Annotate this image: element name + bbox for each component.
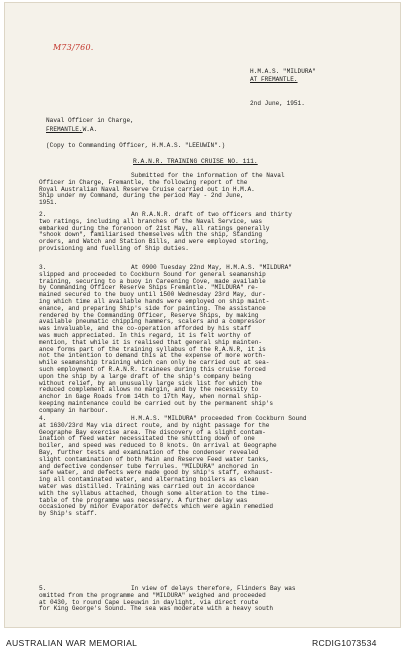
archive-reference-note: M73/760. [53,43,94,52]
paragraph-line: company in harbour. [39,406,109,414]
paragraph-line: slight contamination of both Main and Reserve Feed water tanks, [39,455,270,463]
paragraph-line: provisioning and fuelling of Ship duties. [39,245,189,252]
paragraph-line: rendered by the Commanding Officer, Reserve Ships, by making [39,311,259,319]
paragraph-line: table of the programme was necessary. A further delay was [39,496,248,504]
paragraph-line: water was distilled. Training was carried out in accordance [39,483,255,490]
addressee-state: W.A. [82,126,98,133]
paragraph-line: and defective condenser tube ferrules. "MILDURA" anchored in [39,462,259,470]
paragraph-line: ination of feed water necessitated the shutting down of one [39,435,255,443]
paragraph-line: by Commanding Officer Reserve Ships Fremantle. "MILDURA" re- [39,284,259,292]
document-page [4,2,401,628]
paragraph-line: occasioned by minor Evaporator defects which were again remedied [39,503,274,511]
paragraph-line: reduced complement allows no margin, and by the necessity to [39,386,259,394]
paragraph-line: slipped and proceeded to Cockburn Sound for general seamanship [39,270,266,278]
paragraph-line: ance forms part of the training syllabus of the R.A.N.R, it is [39,345,266,353]
paragraph-number: 3. [39,264,47,271]
intro-line: Officer in Charge, Fremantle, the following report of the [39,178,248,186]
paragraph-line: available pneumatic chipping hammers, scalers and a compressor [39,318,266,326]
document-heading: R.A.N.R. TRAINING CRUISE NO. 111. [133,158,258,165]
paragraph-line: mention, that while it is realised that general ship mainten- [39,338,263,346]
paragraph-line: Bay, further tests and examination of the condenser revealed [39,449,259,456]
paragraph-number: 2. [39,211,47,218]
paragraph-line: for King George's Sound. The sea was moderate with a heavy south [39,605,274,613]
paragraph-line: not the intention to demand this at the expense of more worth- [39,352,266,360]
paragraph-line: embarked during the forenoon of 21st May, all ratings generally [39,224,270,232]
footer-source: AUSTRALIAN WAR MEMORIAL [6,638,138,648]
paragraph-line: at 0430, to round Cape Leeuwin in daylight, via direct route [39,598,259,606]
intro-line: 1951. [39,199,58,207]
paragraph-line: upon the ship by a large draft of the ship's company being [39,372,252,380]
intro-line: Submitted for the information of the Naval [131,172,285,179]
paragraph-line: ing which time all available hands were employed on ship maint- [39,298,270,305]
paragraph-line: such employment of R.A.N.R. trainees during this cruise forced [39,366,266,373]
addressee-line-2 [46,127,97,133]
header-location: AT FREMANTLE. [250,76,298,83]
intro-line: Royal Australian Naval Reserve Cruise carried out in H.M.A. [39,185,255,193]
paragraph-line: orders, and Watch and Station Bills, and were employed storing, [39,238,270,246]
paragraph-line: omitted from the programme and "MILDURA" weighed and proceeded [39,591,266,599]
paragraph-line: "shook down", familiarised themselves with the ship, Standing [39,231,263,239]
paragraph-line: ing all contaminated water, and alternating boilers as clean [39,476,259,484]
header-date: 2nd June, 1951. [250,100,305,107]
paragraph-line: keeping maintenance could be carried out by the permanent ship's [39,400,274,407]
paragraph-line: at 1630/23rd May via direct route, and by night passage for the [39,421,270,429]
paragraph-line: was much appreciated. In this regard, it is felt worthy of [39,332,252,339]
paragraph-line: In view of delays therefore, Flinders Bay was [131,585,296,592]
paragraph-line: H.M.A.S. "MILDURA" proceeded from Cockburn Sound [131,415,307,422]
paragraph-line: Geographe Bay exercise area. The discovery of a slight contam- [39,428,266,436]
paragraph-line: safe water, and defects were made good by ship's staff, exhaust- [39,469,274,477]
paragraph-line: training, securing to a buoy in Careening Cove, made available [39,277,266,285]
header-ship-name: H.M.A.S. "MILDURA" [250,68,316,75]
paragraph-line: mained secured to the buoy until 1500 Wednesday 23rd May, dur- [39,291,266,299]
paragraph-line: by Ship's staff. [39,510,98,518]
copy-to-line: (Copy to Commanding Officer, H.M.A.S. "LEEUWIN".) [46,142,226,149]
paragraph-line: was invaluable, and the co-operation afforded by his staff [39,325,252,333]
paragraph-line: anchor in Gage Roads from 14th to 17th May, when normal ship- [39,393,263,401]
paragraph-line: At 0900 Tuesday 22nd May, H.M.A.S. "MILDURA" [131,264,292,271]
paragraph-line: while seamanship training which can only be carried out at sea- [39,359,270,367]
paragraph-line: without relief, by an unusually large sick list for which the [39,379,263,387]
paragraph-line: two ratings, including all branches of the Naval Service, was [39,217,263,225]
paragraph-number: 4. [39,415,47,422]
paragraph-number: 5. [39,585,47,592]
intro-line: Ship under my Command, during the period May - 2nd June, [39,192,244,200]
addressee-city: FREMANTLE. [46,126,83,133]
footer-identifier: RCDIG1073534 [312,638,377,648]
addressee-line-1: Naval Officer in Charge, [46,117,134,124]
paragraph-line: with the syllabus attached, though some alteration to the time- [39,489,270,497]
paragraph-line: boiler, and speed was reduced to 8 knots. On arrival at Geographe [39,442,277,450]
paragraph-line: An R.A.N.R. draft of two officers and thirty [131,211,292,218]
paragraph-line: enance, and preparing Ship's side for painting. The assistance [39,304,266,312]
